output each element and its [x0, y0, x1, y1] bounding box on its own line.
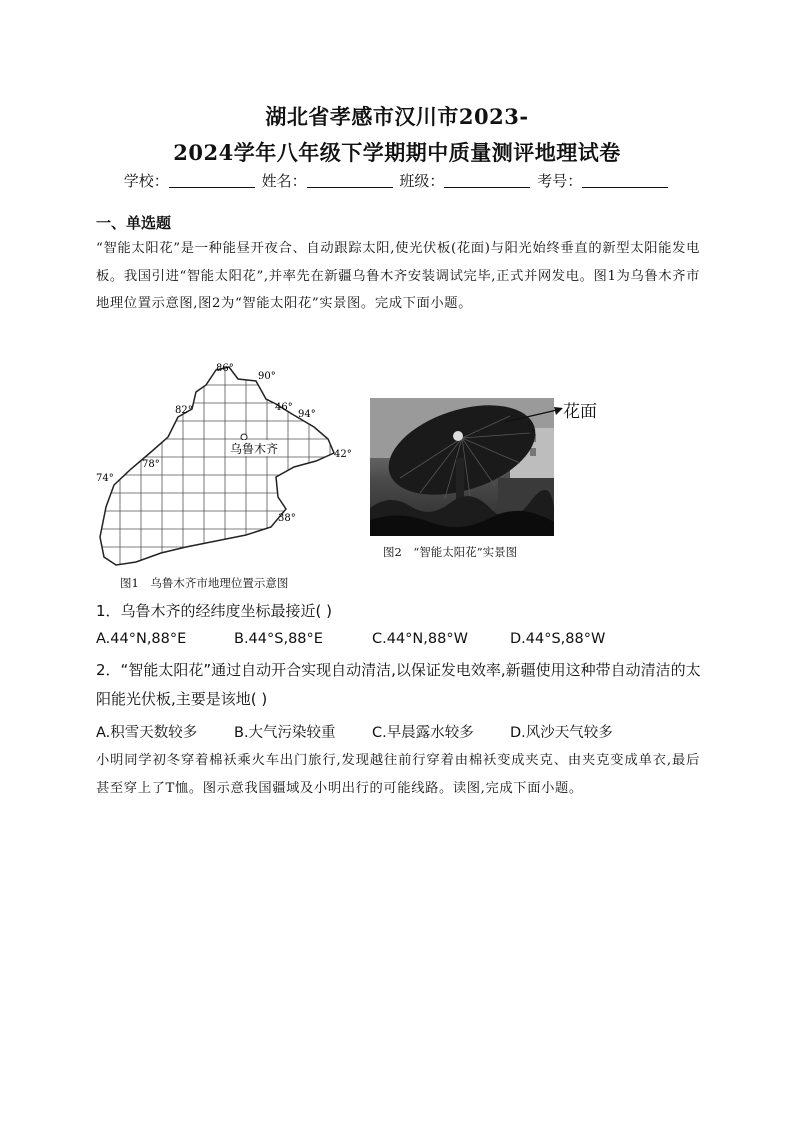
label-lon90: 90° [258, 371, 276, 382]
urumqi-location-map [96, 357, 360, 572]
city-label: 乌鲁木齐 [230, 442, 279, 456]
q2-option-c[interactable]: C.早晨露水较多 [372, 725, 474, 741]
label-lat42: 42° [334, 449, 352, 460]
label-lon74: 74° [96, 473, 114, 484]
xinjiang-outline [100, 367, 334, 565]
q2-option-d[interactable]: D.风沙天气较多 [510, 725, 613, 741]
school-blank[interactable] [169, 173, 255, 188]
q1-option-b[interactable]: B.44°S,88°E [234, 631, 323, 647]
page-title-line1: 湖北省孝感市汉川市2023- [265, 104, 529, 129]
figure2-caption: 图2 “智能太阳花”实景图 [383, 545, 518, 559]
class-blank[interactable] [444, 173, 530, 188]
passage-2: 小明同学初冬穿着棉袄乘火车出门旅行,发现越往前行穿着由棉袄变成夹克、由夹克变成单衣,最后甚至穿上了T恤。图示意我国疆域及小明出行的可能线路。读图,完成下面小题。 [96, 753, 700, 796]
label-lon82: 82° [175, 405, 193, 416]
question-2-stem: 2．“智能太阳花”通过自动开合实现自动清洁,以保证发电效率,新疆使用这种带自动清洁的太阳能光伏板,主要是该地( ) [96, 661, 701, 708]
school-label: 学校： [123, 172, 169, 190]
q2-option-a[interactable]: A.积雪天数较多 [96, 725, 198, 741]
figure1-caption: 图1 乌鲁木齐市地理位置示意图 [120, 576, 289, 590]
q1-option-a[interactable]: A.44°N,88°E [96, 631, 187, 647]
page-title-line2: 2024学年八年级下学期期中质量测评地理试卷 [173, 140, 621, 165]
flower-surface-label: 花面 [563, 402, 597, 422]
name-blank[interactable] [307, 173, 393, 188]
question-1-stem: 1．乌鲁木齐的经纬度坐标最接近( ) [96, 602, 333, 620]
class-label: 班级： [399, 172, 445, 190]
exam-no-blank[interactable] [582, 173, 668, 188]
label-lon94: 94° [298, 409, 316, 420]
name-label: 姓名： [261, 172, 307, 190]
exam-no-label: 考号： [537, 172, 583, 190]
q1-option-c[interactable]: C.44°N,88°W [372, 631, 468, 647]
section-title: 一、单选题 [96, 214, 172, 232]
label-lat38: 38° [278, 513, 296, 524]
student-info-row [0, 170, 794, 191]
q1-option-d[interactable]: D.44°S,88°W [510, 631, 606, 647]
label-lon46: 46° [275, 402, 293, 413]
label-lon78: 78° [142, 459, 160, 470]
q2-option-b[interactable]: B.大气污染较重 [234, 725, 336, 741]
urumqi-marker [241, 434, 247, 440]
passage-1: “智能太阳花”是一种能昼开夜合、自动跟踪太阳,使光伏板(花面)与阳光始终垂直的新型太阳能发电板。我国引进“智能太阳花”,并率先在新疆乌鲁木齐安装调试完毕,正式并网发电。图1为乌鲁木齐市地理位置示意图,图2为“智能太阳花”实景图。完成下面小题。 [96, 241, 700, 311]
label-lon86: 86° [216, 363, 234, 374]
pointer-arrow-icon [505, 404, 565, 424]
